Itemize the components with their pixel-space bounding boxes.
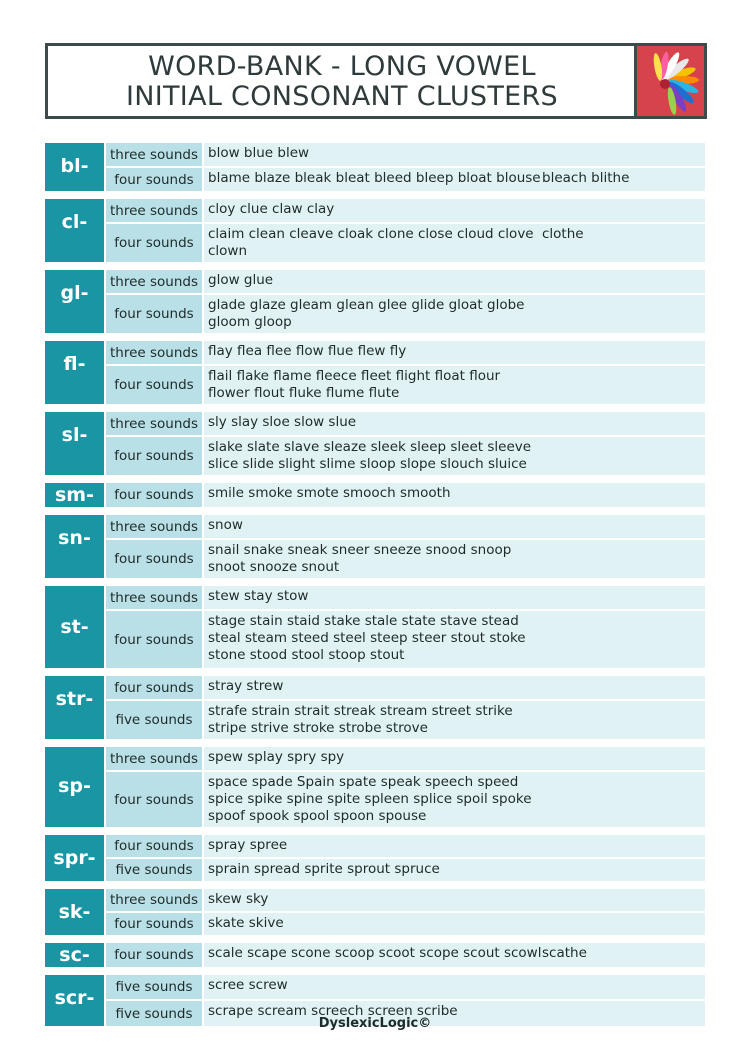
sound-count: three sounds [104,586,202,609]
cluster-group-bl [45,143,705,191]
table-row [104,943,705,967]
table-row [104,143,705,166]
sound-count: four sounds [104,437,202,475]
word-bank-table [45,143,705,1034]
cluster-group-sp [45,747,705,827]
cluster-group-sm [45,483,705,507]
table-row [104,435,705,475]
table-row [104,222,705,262]
word-list: scree screw [202,975,705,999]
sound-count: three sounds [104,412,202,435]
word-list: blow blue blew [202,143,705,166]
word-list: sprain spread sprite sprout spruce [202,859,705,881]
sound-count: three sounds [104,889,202,911]
table-row [104,341,705,364]
cluster-prefix: bl- [45,143,104,191]
table-row [104,199,705,222]
flower-logo-graphic [637,46,704,116]
sound-count: three sounds [104,270,202,293]
cluster-group-st [45,586,705,668]
table-row [104,515,705,538]
word-list: flail flake flame fleece fleet flight float flour flower flout fluke flume flute [202,366,705,404]
table-row [104,412,705,435]
word-list: glow glue [202,270,705,293]
cluster-prefix: st- [45,586,104,668]
sound-count: five sounds [104,859,202,881]
footer-brand: DyslexicLogic© [318,1016,432,1031]
table-row [104,975,705,999]
sound-count: three sounds [104,199,202,222]
table-row [104,835,705,857]
table-row [104,747,705,770]
sound-count: four sounds [104,835,202,857]
sound-count: five sounds [104,975,202,999]
sound-count: three sounds [104,341,202,364]
sound-count: four sounds [104,913,202,935]
cluster-group-sk [45,889,705,935]
word-list: stew stay stow [202,586,705,609]
word-list: strafe strain strait streak stream street strike stripe strive stroke strobe strove [202,701,705,739]
sound-count: four sounds [104,611,202,668]
cluster-prefix: sn- [45,515,104,578]
cluster-group-gl [45,270,705,333]
cluster-prefix: sk- [45,889,104,935]
sound-count: five sounds [104,701,202,739]
cluster-group-spr [45,835,705,881]
sound-count: five sounds [104,1001,202,1026]
word-list: skew sky [202,889,705,911]
title-line-1: WORD-BANK - LONG VOWEL [148,51,536,82]
word-list: space spade Spain spate speak speech speed spice spike spine spite spleen splice spoil spoke spoof spook spool spoon spouse [202,772,705,827]
sound-count: four sounds [104,366,202,404]
cluster-group-str [45,676,705,739]
word-list: cloy clue claw clay [202,199,705,222]
extra-words: clothe [542,226,584,242]
cluster-prefix: spr- [45,835,104,881]
word-list: skate skive [202,913,705,935]
table-row [104,166,705,191]
table-row [104,699,705,739]
cluster-prefix: sm- [45,483,104,507]
word-list: slake slate slave sleaze sleek sleep sleet sleeve slice slide slight slime sloop slope slouch sluice [202,437,705,475]
cluster-prefix: scr- [45,975,104,1026]
sound-count: three sounds [104,143,202,166]
sound-count: four sounds [104,295,202,333]
cluster-prefix: fl- [45,341,104,404]
cluster-prefix: str- [45,676,104,739]
word-list: spew splay spry spy [202,747,705,770]
sound-count: four sounds [104,483,202,507]
sound-count: four sounds [104,772,202,827]
word-list: scale scape scone scoop scoot scope scout scowl scathe [202,943,705,967]
cluster-prefix: sl- [45,412,104,475]
flower-logo-icon [634,46,704,116]
word-list: snail snake sneak sneer sneeze snood snoop snoot snooze snout [202,540,705,578]
table-row [104,911,705,935]
table-row [104,293,705,333]
table-row [104,538,705,578]
word-list: stage stain staid stake stale state stave stead steal steam steed steel steep steer stout stoke stone stood stool stoop stout [202,611,705,668]
table-row [104,364,705,404]
table-row [104,889,705,911]
cluster-group-sc [45,943,705,967]
word-list: sly slay sloe slow slue [202,412,705,435]
word-list: stray strew [202,676,705,699]
word-list: spray spree [202,835,705,857]
sound-count: four sounds [104,943,202,967]
cluster-prefix: sp- [45,747,104,827]
sound-count: three sounds [104,747,202,770]
word-list: glade glaze gleam glean glee glide gloat globe gloom gloop [202,295,705,333]
table-row [104,676,705,699]
extra-words: bleach blithe [542,170,630,186]
word-list: scrape scream screech screen scribe [202,1001,705,1026]
word-list: smile smoke smote smooch smooth [202,483,705,507]
table-row [104,483,705,507]
table-row [104,857,705,881]
table-row [104,770,705,827]
cluster-group-fl [45,341,705,404]
sound-count: four sounds [104,224,202,262]
sound-count: four sounds [104,676,202,699]
cluster-group-sn [45,515,705,578]
word-list: snow [202,515,705,538]
word-list: flay flea flee flow flue flew fly [202,341,705,364]
cluster-prefix: sc- [45,943,104,967]
table-row [104,586,705,609]
page-title [48,52,636,112]
cluster-prefix: cl- [45,199,104,262]
extra-words: scathe [542,945,587,961]
cluster-group-cl [45,199,705,262]
sound-count: four sounds [104,168,202,191]
sound-count: three sounds [104,515,202,538]
table-row [104,270,705,293]
word-list: claim clean cleave cloak clone close cloud clove clown clothe [202,224,705,262]
cluster-prefix: gl- [45,270,104,333]
title-banner [45,43,707,119]
cluster-group-sl [45,412,705,475]
sound-count: four sounds [104,540,202,578]
title-line-2: INITIAL CONSONANT CLUSTERS [125,81,558,112]
table-row [104,609,705,668]
word-list: blame blaze bleak bleat bleed bleep bloat blouse bleach blithe [202,168,705,191]
